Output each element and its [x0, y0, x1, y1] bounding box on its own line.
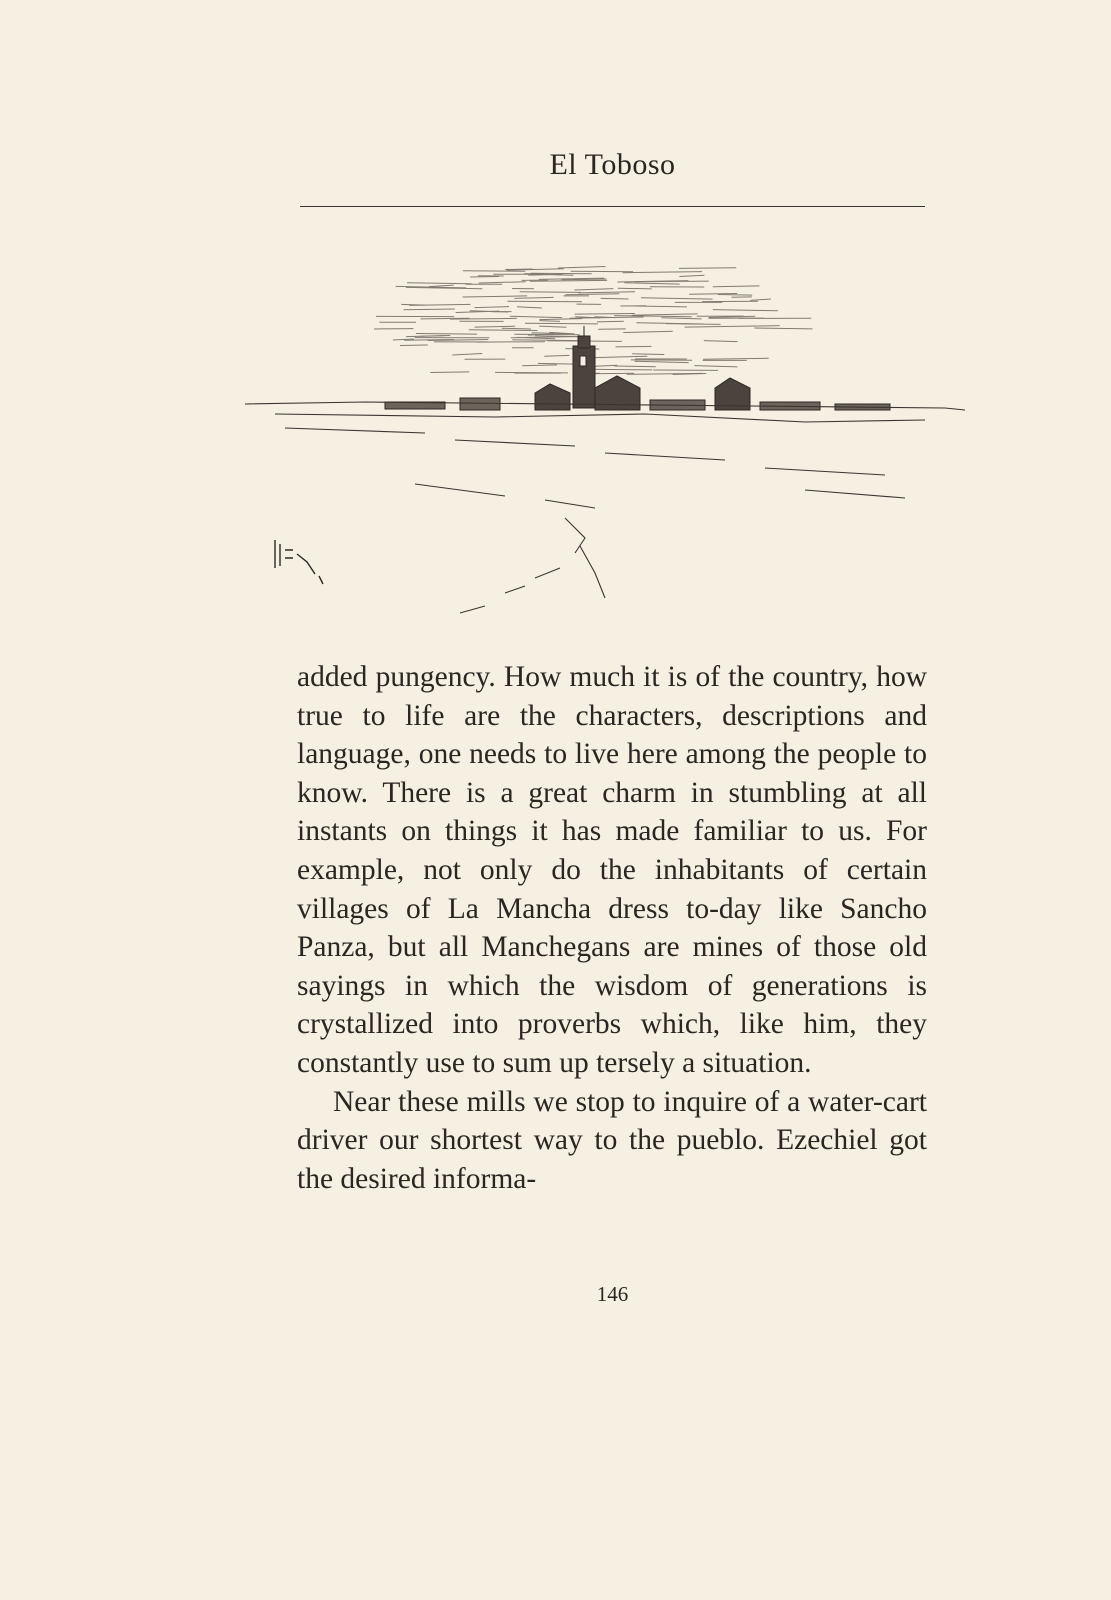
- artist-signature: [275, 540, 323, 584]
- body-text: [297, 658, 927, 1198]
- paragraph: Near these mills we stop to inquire of a water-cart driver our shortest way to the pueblo. Ezechiel got the desired informa-: [297, 1085, 927, 1195]
- town-skyline: [385, 326, 890, 410]
- page-title: El Toboso: [549, 148, 676, 181]
- town-landscape-illustration: [245, 228, 985, 638]
- header-rule: [300, 206, 925, 207]
- page-number: 146: [596, 1282, 629, 1306]
- horizon-lines: [245, 402, 965, 613]
- paragraph: added pungency. How much it is of the country, how true to life are the characters, descriptions and language, one needs to live here among the people to know. There is a great charm in stumbling at all instants on things it has made familiar to us. For example, not only do the inhabitants of certain villages of La Mancha dress to-day like Sancho Panza, but all Manchegans are mines of those old sayings in which the wisdom of generations is crystallized into proverbs which, like him, they constantly use to sum up tersely a situation.: [297, 661, 927, 1079]
